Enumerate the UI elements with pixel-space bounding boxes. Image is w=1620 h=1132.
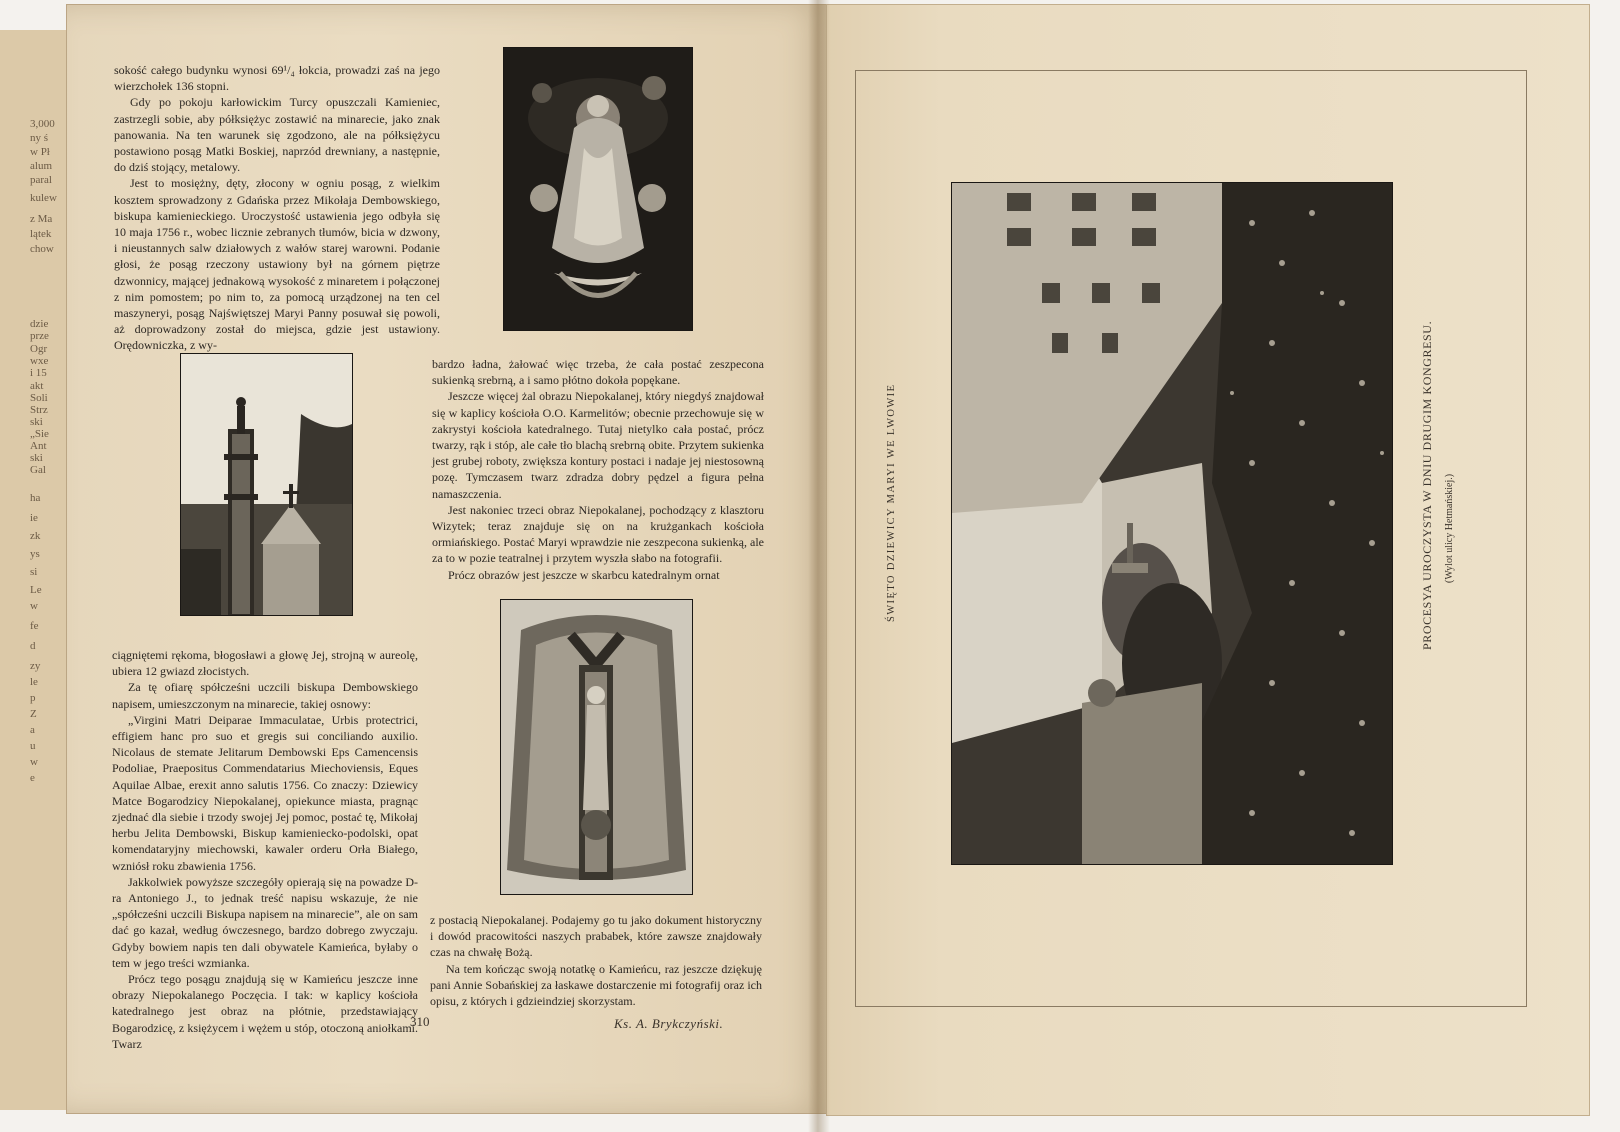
underlying-text-fragment: Strz bbox=[30, 404, 48, 416]
underlying-text-fragment: w Pł bbox=[30, 146, 50, 158]
paragraph: Za tę ofiarę spółcześni uczcili biskupa Dembowskiego napisem, umieszczonym na minarecie, takiej osnowy: bbox=[112, 680, 418, 711]
underlying-text-fragment: chow bbox=[30, 243, 54, 255]
paragraph: Jest nakoniec trzeci obraz Niepokalanej, pochodzący z klasztoru Wizytek; teraz znajduje się on na krużgankach kościoła ormiańskiego. Postać Maryi wprawdzie nie zeszpecona sukienką, ale za to w pozie teatralnej i przytem wyszła słabo na fotografii. bbox=[432, 502, 764, 566]
underlying-text-fragment: lątek bbox=[30, 228, 52, 240]
underlying-text-fragment: prze bbox=[30, 330, 49, 342]
plate-subcaption: (Wylot ulicy Hetmańskiej.) bbox=[1444, 473, 1455, 583]
underlying-text-fragment: kulew bbox=[30, 192, 57, 204]
underlying-text-fragment: ski bbox=[30, 452, 43, 464]
paragraph: Jeszcze więcej żal obrazu Niepokalanej, który niegdyś znajdował się w kaplicy kościoła O.O. Karmelitów; obecnie przechowuje się w zakrystyi kościoła katedralnego. Tutaj nietylko cała postać, prócz twarzy, rąk i stóp, ale całe tło blachą srebrną obite. Przytem sukienka jest grubej roboty, zwiększa kontury postaci i nadaje jej niestosowną pozę. Tymczasem twarz zdradza dobry pędzel a figura pełna namaszczenia. bbox=[432, 389, 764, 501]
underlying-text-fragment: Ant bbox=[30, 440, 47, 452]
paragraph: bardzo ładna, żałować więc trzeba, że cała postać zeszpecona sukienką srebrną, a i samo płótno dokoła popękane. bbox=[432, 357, 764, 388]
underlying-text-fragment: le bbox=[30, 676, 38, 688]
underlying-text-fragment: e bbox=[30, 772, 35, 784]
text-column-middle bbox=[432, 356, 764, 583]
underlying-text-fragment: dzie bbox=[30, 318, 49, 330]
underlying-text-fragment: zy bbox=[30, 660, 41, 672]
paragraph: Na tem kończąc swoją notatkę o Kamieńcu, raz jeszcze dziękuję pani Annie Sobańskiej za łaskawe dostarczenie mi fotografij oraz ich opisu, z których i gdzieindziej skorzystam. bbox=[430, 961, 762, 1009]
underlying-text-fragment: Ogr bbox=[30, 343, 48, 355]
underlying-text-fragment: ski bbox=[30, 416, 43, 428]
underlying-text-fragment: Gal bbox=[30, 464, 46, 476]
madonna-painting-photo bbox=[503, 47, 693, 331]
paragraph: Prócz tego posągu znajdują się w Kamieńcu jeszcze inne obrazy Niepokalanego Poczęcia. I tak: w kaplicy kościoła katedralnego jest obraz na płótnie, przedstawiający Bogarodzicę, z księżycem i wężem u stóp, otoczoną aniołkami. Twarz bbox=[112, 972, 418, 1051]
underlying-text-fragment: a bbox=[30, 724, 35, 736]
underlying-text-fragment: w bbox=[30, 600, 38, 612]
underlying-text-fragment: d bbox=[30, 640, 36, 652]
plate-caption: PROCESYA UROCZYSTA W DNIU DRUGIM KONGRESU. bbox=[1420, 320, 1434, 650]
underlying-text-fragment: ny ś bbox=[30, 132, 49, 144]
underlying-text-fragment: Z bbox=[30, 708, 37, 720]
underlying-text-fragment: akt bbox=[30, 380, 44, 392]
text-column-bottom-right bbox=[430, 912, 762, 1009]
underlying-text-fragment: z Ma bbox=[30, 213, 53, 225]
underlying-text-fragment: i 15 bbox=[30, 367, 47, 379]
underlying-text-fragment: paral bbox=[30, 174, 52, 186]
underlying-text-fragment: alum bbox=[30, 160, 52, 172]
underlying-text-fragment: wxe bbox=[30, 355, 49, 367]
text-column-bottom-left bbox=[112, 647, 418, 1052]
underlying-text-fragment: u bbox=[30, 740, 36, 752]
underlying-text-fragment: Le bbox=[30, 584, 42, 596]
running-title: ŚWIĘTO DZIEWICY MARYI WE LWOWIE bbox=[886, 383, 897, 622]
paragraph: Prócz obrazów jest jeszcze w skarbcu katedralnym ornat bbox=[448, 567, 720, 582]
paragraph: „Virgini Matri Deiparae Immaculatae, Urbis protectrici, effigiem hanc pro suo et gregis sui conciliando auxilio. Nicolaus de stemate Jelitarum Dembowski Eps Camencensis Podoliae, Praepositus Commendatarius Miechoviensis, Eques Aquilae Albae, erexit anno salutis 1756. Co znaczy: Dziewicy Matce Bogarodzicy Niepokalanej, opiekunce miasta, pragnąc zjednać dla siebie i trzody swojej Jej pomoc, postać tę, Mikołaj herbu Jelita Dembowski, Biskup kamieniecko-podolski, opat komendataryjny miechowski, kawaler orderu Orła Białego, wzniósł roku zbawienia 1756. bbox=[112, 712, 418, 873]
paragraph: Gdy po pokoju karłowickim Turcy opuszczali Kamieniec, zastrzegli sobie, aby półksiężyc zostawić na minarecie, jako znak panowania. Na ten warunek się zgodzono, ale na półksiężycu postawiono posąg Matki Boskiej, naprzód drewniany, a następnie, do dziś stojący, metalowy. bbox=[114, 95, 440, 175]
underlying-text-fragment: si bbox=[30, 566, 38, 578]
paragraph: Jakkolwiek powyższe szczegóły opierają się na powadze D-ra Antoniego J., to jednak treść napisu wskazuje, że nie „spółcześni uczcili Biskupa napisem na minarecie”, ale on sam dać go kazał, według ówczesnego, bardzo dobrego zwyczaju. Gdyby bowiem napis ten dali obywatele Kamieńca, byłaby o tem w jego treści wzmianka. bbox=[112, 874, 418, 970]
underlying-text-fragment: Soli bbox=[30, 392, 48, 404]
chasuble-photo bbox=[500, 599, 693, 895]
author-signature: Ks. A. Brykczyński. bbox=[614, 1016, 724, 1031]
paragraph: ciągniętemi rękoma, błogosławi a głowę Jej, strojną w aureolę, ubiera 12 gwiazd złocistych. bbox=[112, 648, 418, 679]
paragraph: Jest to mosiężny, dęty, złocony w ogniu posąg, z wielkim kosztem sprowadzony z Gdańska przez Mikołaja Dembowskiego, biskupa kamienieckiego. Uroczystość ustawienia jego odbyła się 10 maja 1756 r., wobec licznie zebranych tłumów, bicia w dzwony, i nieustannych salw działowych z wałów starej warowni. Podanie głosi, że posąg rzeczony ustawiony był na górnem piętrze dzwonnicy, mającej jednakową wysokość z minaretem i połączonej z nim pomostem; po nim to, za pomocą urządzonej na ten cel maszyneryi, posąg Najświętszej Maryi Panny posuwał się powoli, aż doprowadzony został do miejsca, gdzie jest ustawiony. Orędowniczka, z wy- bbox=[114, 176, 440, 353]
paragraph: z postacią Niepokalanej. Podajemy go tu jako dokument historyczny i dowód pracowitości naszych prababek, które zawsze znajdowały czas na chwałę Bożą. bbox=[430, 913, 762, 960]
procession-photo bbox=[951, 182, 1393, 865]
underlying-text-fragment: zk bbox=[30, 530, 41, 542]
underlying-text-fragment: ys bbox=[30, 548, 40, 560]
underlying-text-fragment: 3,000 bbox=[30, 118, 55, 130]
underlying-text-fragment: p bbox=[30, 692, 36, 704]
minaret-photo bbox=[180, 353, 353, 616]
text-column-top bbox=[114, 62, 440, 354]
underlying-text-fragment: ha bbox=[30, 492, 41, 504]
underlying-text-fragment: fe bbox=[30, 620, 39, 632]
underlying-text-fragment: w bbox=[30, 756, 38, 768]
paragraph: sokość całego budynku wynosi 69¹/₄ łokcia, prowadzi zaś na jego wierzchołek 136 stopni. bbox=[114, 63, 440, 94]
underlying-text-fragment: ie bbox=[30, 512, 38, 524]
page-number: 310 bbox=[410, 1014, 430, 1029]
book-spine-shadow bbox=[808, 0, 830, 1132]
underlying-text-fragment: „Sie bbox=[30, 428, 49, 440]
